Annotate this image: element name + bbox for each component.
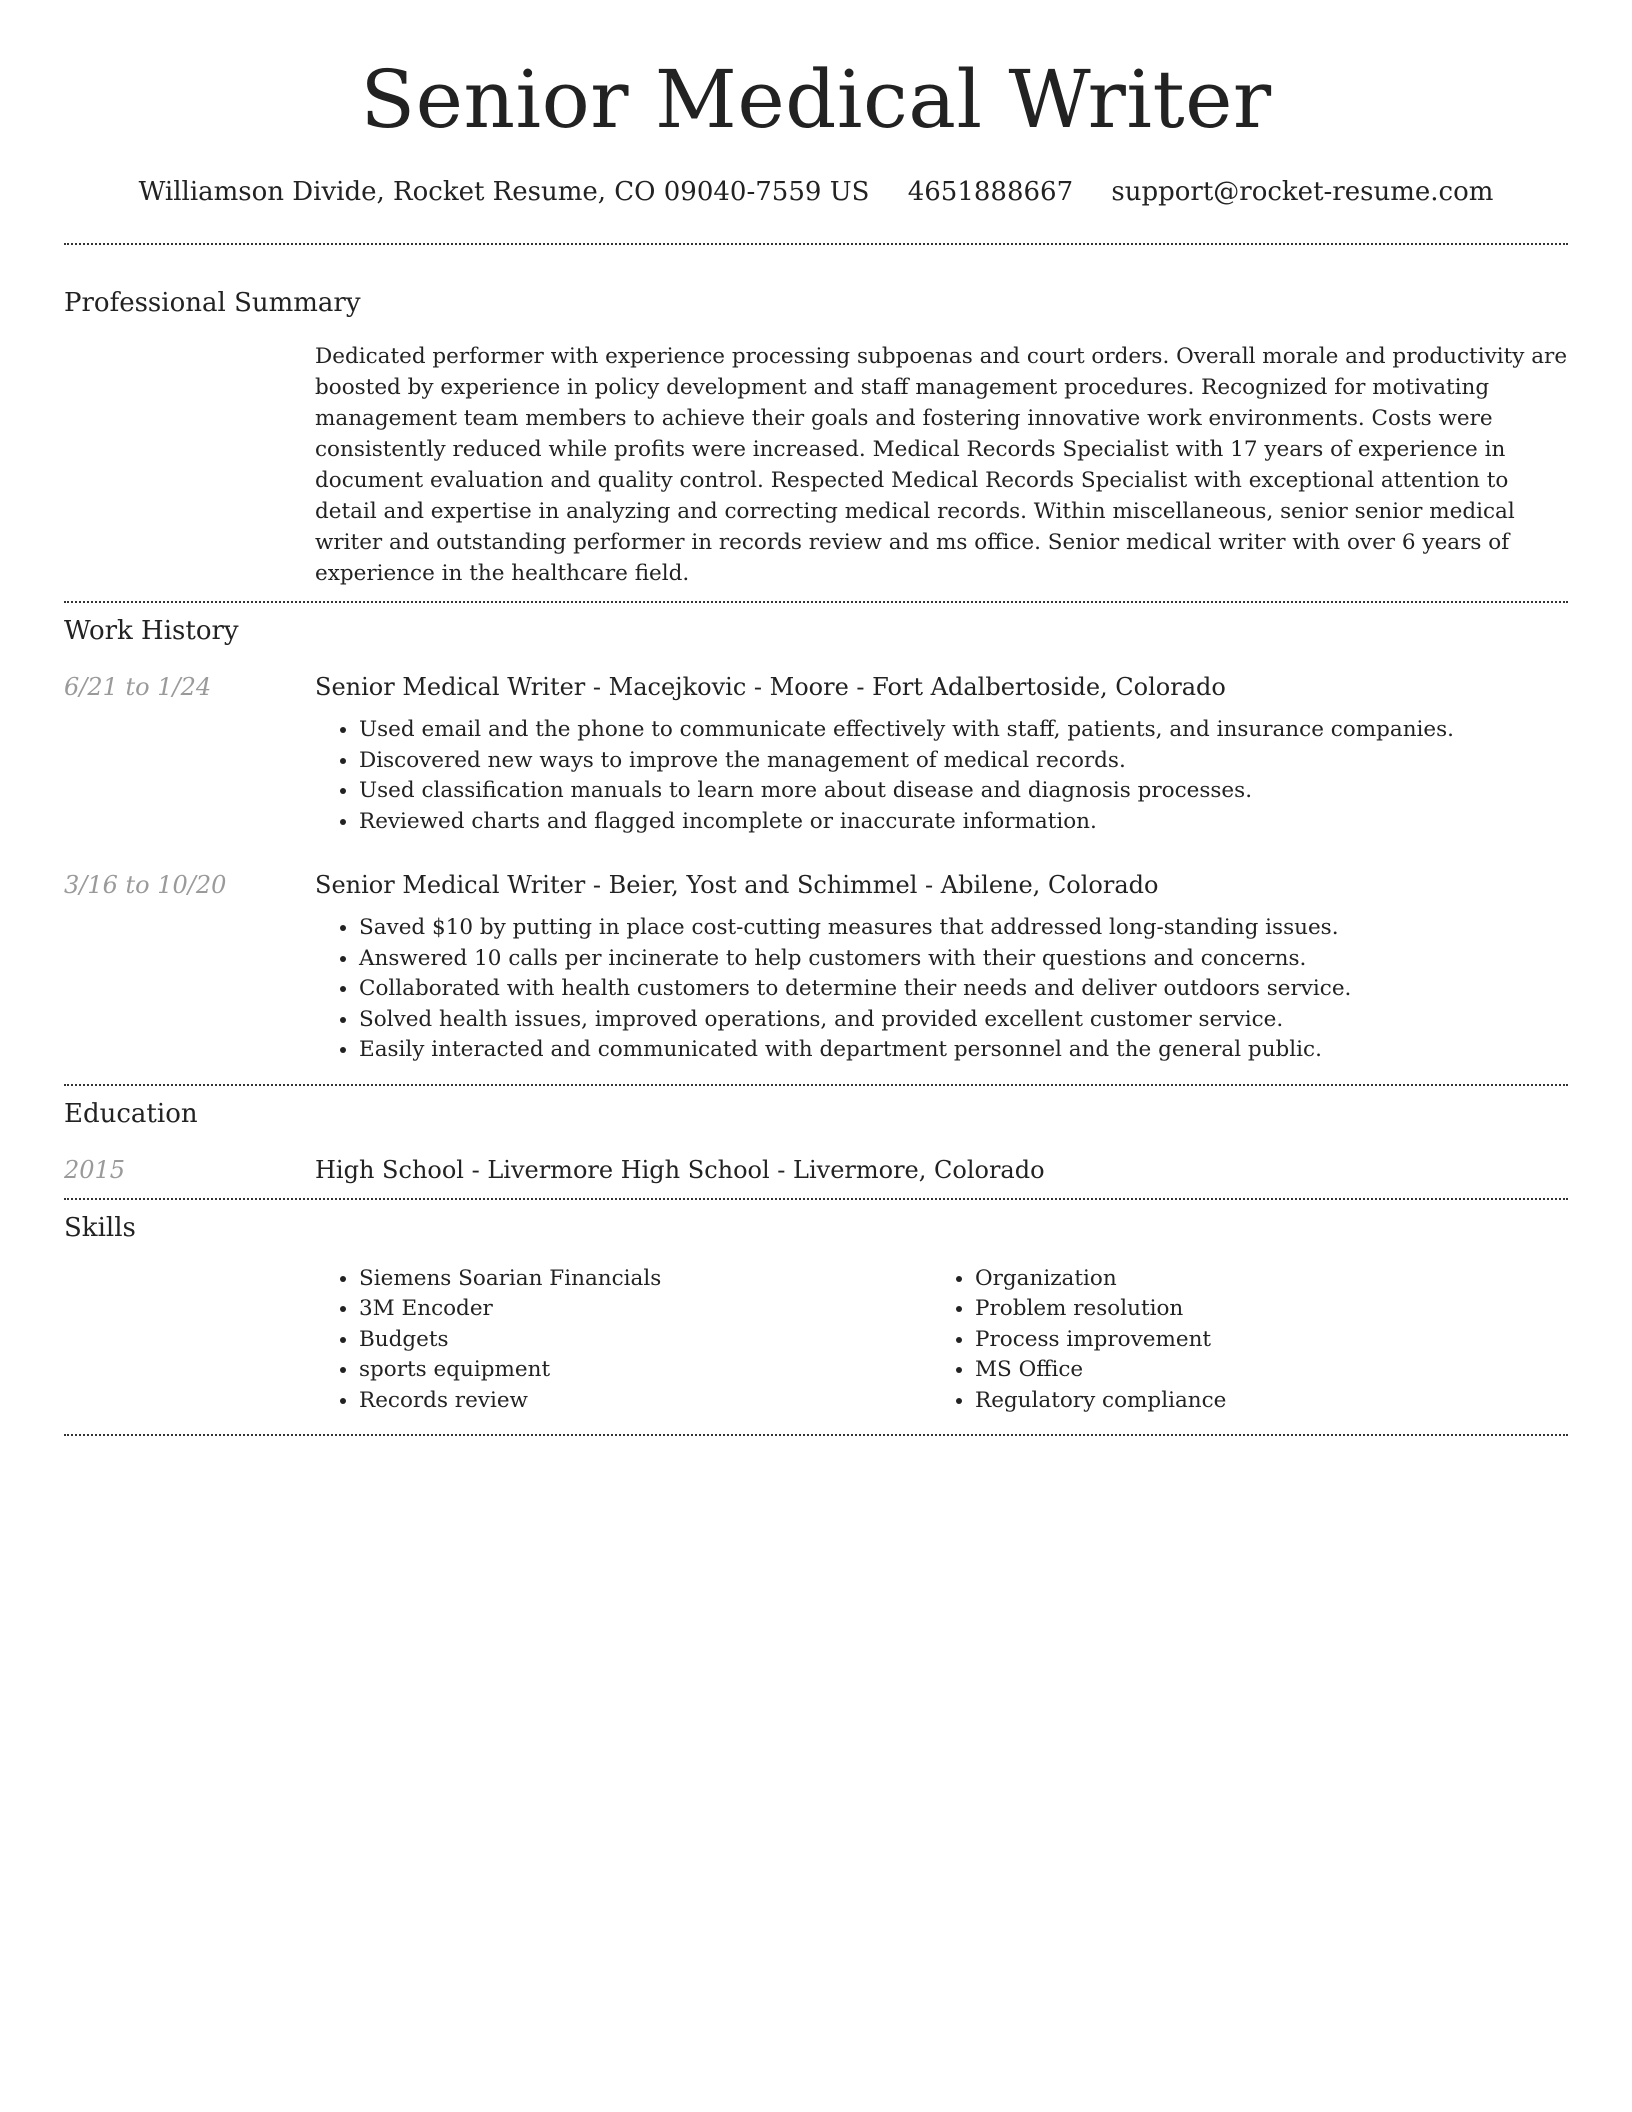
skills-column-right <box>931 1264 1547 1417</box>
list-item: • Answered 10 calls per incinerate to help customers with their questions and concerns. <box>359 944 1568 975</box>
education-entry-date: 2015 <box>64 1155 126 1184</box>
skill-item: • Regulatory compliance <box>975 1386 1547 1417</box>
work-entry-body <box>315 671 1568 837</box>
work-entry <box>64 671 1568 837</box>
work-entry-date: 6/21 to 1/24 <box>64 673 212 701</box>
list-item: • Reviewed charts and flagged incomplete or inaccurate information. <box>359 807 1568 838</box>
skill-item: • Organization <box>975 1264 1547 1295</box>
section-title-skills: Skills <box>64 1212 136 1243</box>
list-item: • Solved health issues, improved operations, and provided excellent customer service. <box>359 1005 1568 1036</box>
work-entry-bullets <box>315 913 1568 1066</box>
skill-item: • sports equipment <box>359 1355 931 1386</box>
education-entry-body <box>315 1154 1568 1186</box>
summary-text: Dedicated performer with experience processing subpoenas and court orders. Overall morale and productivity are boosted by experience in policy development and staff management procedures. Recognized for motivating management team members to achieve their goals and fostering innovative work environments. Costs were consistently reduced while profits were increased. Medical Records Specialist with 17 years of experience in document evaluation and quality control. Respected Medical Records Specialist with exceptional attention to detail and expertise in analyzing and correcting medical records. Within miscellaneous, senior senior medical writer and outstanding performer in records review and ms office. Senior medical writer with over 6 years of experience in the healthcare field. <box>315 344 1568 586</box>
divider <box>64 1434 1568 1436</box>
divider <box>64 1084 1568 1086</box>
skills-list <box>315 1264 1568 1417</box>
contact-email: support@rocket-resume.com <box>1111 177 1494 207</box>
section-title-education: Education <box>64 1098 198 1129</box>
education-entry-heading: High School - Livermore High School - Livermore, Colorado <box>315 1155 1045 1184</box>
contact-address: Williamson Divide, Rocket Resume, CO 09040-7559 US <box>138 177 870 207</box>
skills-column-left <box>315 1264 931 1417</box>
skill-item: • 3M Encoder <box>359 1294 931 1325</box>
list-item: • Used email and the phone to communicate effectively with staff, patients, and insurance companies. <box>359 715 1568 746</box>
list-item: • Used classification manuals to learn more about disease and diagnosis processes. <box>359 776 1568 807</box>
skill-item: • Records review <box>359 1386 931 1417</box>
section-title-work-history: Work History <box>64 616 239 646</box>
skill-item: • MS Office <box>975 1355 1547 1386</box>
contact-phone: 4651888667 <box>907 177 1074 207</box>
list-item: • Discovered new ways to improve the management of medical records. <box>359 746 1568 777</box>
contact-line <box>64 174 1568 210</box>
skill-item: • Problem resolution <box>975 1294 1547 1325</box>
list-item: • Collaborated with health customers to determine their needs and deliver outdoors service. <box>359 974 1568 1005</box>
work-entry-bullets <box>315 715 1568 837</box>
divider <box>64 1198 1568 1200</box>
section-title-summary: Professional Summary <box>64 288 361 318</box>
skill-item: • Siemens Soarian Financials <box>359 1264 931 1295</box>
list-item: • Saved $10 by putting in place cost-cutting measures that addressed long-standing issues. <box>359 913 1568 944</box>
page-title: Senior Medical Writer <box>360 53 1272 146</box>
skill-item: • Budgets <box>359 1325 931 1356</box>
divider <box>64 243 1568 245</box>
work-entry-date: 3/16 to 10/20 <box>64 871 227 899</box>
divider <box>64 601 1568 603</box>
education-entry <box>64 1154 1568 1186</box>
work-entry-heading: Senior Medical Writer - Beier, Yost and Schimmel - Abilene, Colorado <box>315 871 1159 899</box>
skill-item: • Process improvement <box>975 1325 1547 1356</box>
work-entry-body <box>315 869 1568 1066</box>
work-entry <box>64 869 1568 1066</box>
work-entry-heading: Senior Medical Writer - Macejkovic - Moore - Fort Adalbertoside, Colorado <box>315 673 1226 701</box>
list-item: • Easily interacted and communicated with department personnel and the general public. <box>359 1035 1568 1066</box>
